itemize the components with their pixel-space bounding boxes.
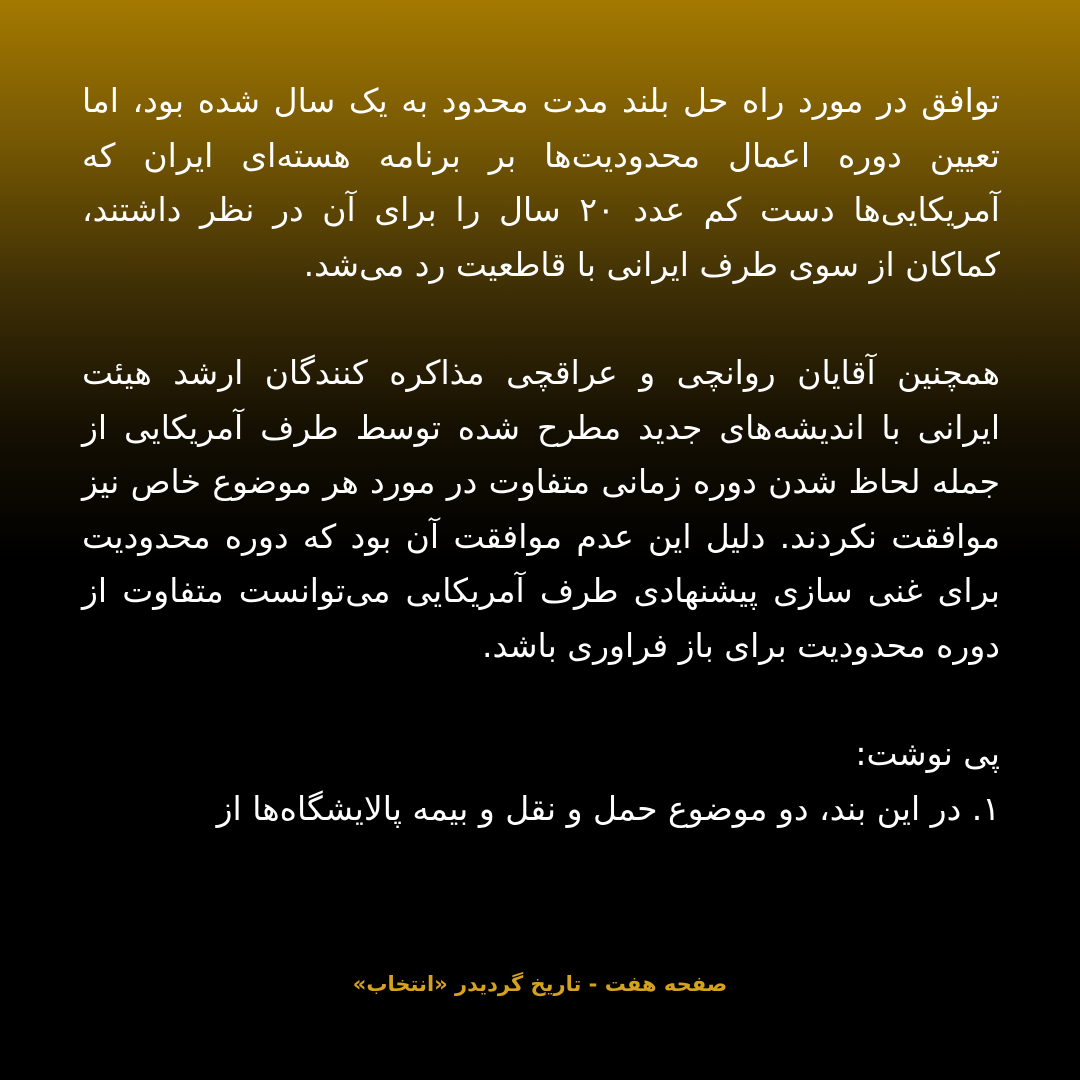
paragraph-2: همچنین آقایان روانچی و عراقچی مذاکره کنندگان ارشد هیئت ایرانی با اندیشه‌های جدید مطرح شده توسط طرف آمریکایی از جمله لحاظ شدن دوره زمانی متفاوت در مورد هر موضوع خاص نیز موافقت نکردند. دلیل این عدم موافقت آن بود که دوره محدودیت برای غنی سازی پیشنهادی طرف آمریکایی می‌توانست متفاوت از دوره محدودیت برای باز فراوری باشد. [82, 353, 1000, 665]
footnote-heading: پی نوشت: [855, 734, 1000, 773]
article-body [82, 74, 1000, 836]
page-footer: صفحه هفت - تاریخ گردیدر «انتخاب» [352, 972, 728, 996]
paragraph-1: توافق در مورد راه حل بلند مدت محدود به یک سال شده بود، اما تعیین دوره اعمال محدودیت‌ها بر برنامه هسته‌ای ایران که آمریکایی‌ها دست کم عدد ۲۰ سال را برای آن در نظر داشتند، کماکان از سوی طرف ایرانی با قاطعیت رد می‌شد. [82, 81, 1000, 284]
footnote-item: ۱. در این بند، دو موضوع حمل و نقل و بیمه پالایشگاه‌ها از [216, 788, 1000, 828]
paragraph-spacer [82, 673, 1000, 727]
paragraph-spacer [82, 292, 1000, 346]
